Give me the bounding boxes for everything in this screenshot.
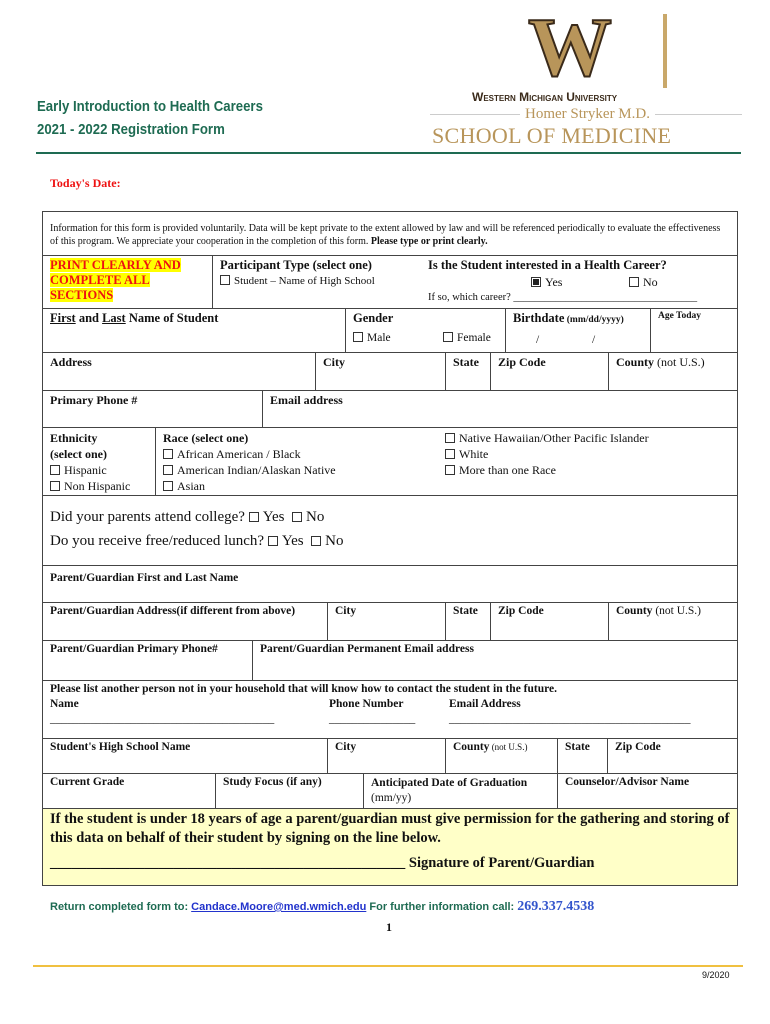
participant-career-cell bbox=[212, 255, 738, 309]
parent-name-field[interactable]: Parent/Guardian First and Last Name bbox=[42, 565, 738, 603]
race-cell bbox=[155, 427, 738, 496]
gender-cell bbox=[345, 308, 506, 353]
checkbox-icon[interactable] bbox=[311, 536, 321, 546]
which-career-field[interactable]: If so, which career? ___________________________________ bbox=[428, 292, 698, 303]
contact-phone-field[interactable]: _______________ bbox=[329, 713, 416, 725]
school-county-field[interactable]: County (not U.S.) bbox=[445, 738, 558, 774]
checkbox-icon[interactable] bbox=[292, 512, 302, 522]
email-field[interactable]: Email address bbox=[262, 390, 738, 428]
contact-email-field[interactable]: __________________________________________ bbox=[449, 713, 691, 725]
checkbox-icon[interactable] bbox=[163, 481, 173, 491]
parent-phone-field[interactable]: Parent/Guardian Primary Phone# bbox=[42, 640, 253, 681]
college-no-option[interactable]: No bbox=[292, 509, 324, 525]
checkbox-icon[interactable] bbox=[268, 536, 278, 546]
revision-date: 9/2020 bbox=[702, 970, 730, 980]
race-option[interactable]: American Indian/Alaskan Native bbox=[163, 462, 730, 478]
checkbox-icon[interactable] bbox=[445, 449, 455, 459]
city-field[interactable]: City bbox=[315, 352, 446, 391]
race-option[interactable]: Native Hawaiian/Other Pacific Islander bbox=[445, 430, 649, 446]
student-name-field[interactable]: First and Last Name of Student bbox=[42, 308, 346, 353]
primary-phone-field[interactable]: Primary Phone # bbox=[42, 390, 263, 428]
checkbox-icon[interactable] bbox=[443, 332, 453, 342]
race-option[interactable]: African American / Black bbox=[163, 446, 730, 462]
address-field[interactable]: Address bbox=[42, 352, 316, 391]
parental-consent-box bbox=[42, 808, 738, 886]
parents-lunch-cell: Did your parents attend college? Yes No Do you receive free/reduced lunch? Yes No bbox=[42, 495, 738, 566]
ethnicity-label: Ethnicity bbox=[50, 431, 98, 445]
page-number: 1 bbox=[386, 920, 392, 934]
checkbox-icon[interactable] bbox=[629, 277, 639, 287]
contact-intro: Please list another person not in your household that will know how to contact the student in the future. bbox=[50, 683, 557, 695]
return-info: Return completed form to: Candace.Moore@med.wmich.edu For further information call: 269.337.4538 bbox=[50, 899, 595, 914]
checkbox-icon[interactable] bbox=[50, 465, 60, 475]
zip-field[interactable]: Zip Code bbox=[490, 352, 609, 391]
gender-label: Gender bbox=[353, 311, 394, 325]
contact-phone: 269.337.4538 bbox=[517, 899, 595, 914]
logo-school: SCHOOL OF MEDICINE bbox=[432, 123, 672, 148]
school-state-field[interactable]: State bbox=[557, 738, 608, 774]
wmu-logo bbox=[430, 1, 742, 150]
emergency-contact-cell bbox=[42, 680, 738, 739]
logo-university: Western Michigan University bbox=[472, 90, 618, 104]
male-option[interactable]: Male bbox=[353, 331, 391, 345]
contact-name-field[interactable]: _______________________________________ bbox=[50, 713, 275, 725]
checkbox-icon[interactable] bbox=[445, 433, 455, 443]
current-grade-field[interactable]: Current Grade bbox=[42, 773, 216, 809]
checkbox-icon[interactable] bbox=[163, 449, 173, 459]
print-clearly-notice: PRINT CLEARLY AND COMPLETE ALL SECTIONS bbox=[42, 255, 213, 309]
ethnicity-select-label: (select one) bbox=[50, 447, 107, 461]
ethnicity-cell bbox=[42, 427, 156, 496]
parent-zip-field[interactable]: Zip Code bbox=[490, 602, 609, 641]
career-yes-option[interactable]: Yes bbox=[531, 275, 562, 289]
form-title: Early Introduction to Health Careers bbox=[37, 98, 263, 115]
college-yes-option[interactable]: Yes bbox=[249, 509, 285, 525]
graduation-date-field[interactable]: Anticipated Date of Graduation (mm/yy) bbox=[363, 773, 558, 809]
checkbox-icon[interactable] bbox=[353, 332, 363, 342]
consent-text: If the student is under 18 years of age a parent/guardian must give permission for the gathering and storing of this data on behalf of their student by signing on the line below. bbox=[50, 811, 730, 846]
race-option[interactable]: Asian bbox=[163, 478, 730, 494]
race-label: Race (select one) bbox=[163, 431, 249, 445]
parent-city-field[interactable]: City bbox=[327, 602, 446, 641]
checkbox-icon[interactable] bbox=[249, 512, 259, 522]
checkbox-icon[interactable] bbox=[445, 465, 455, 475]
race-option[interactable]: White bbox=[445, 446, 649, 462]
career-no-option[interactable]: No bbox=[629, 275, 658, 289]
female-option[interactable]: Female bbox=[443, 331, 491, 345]
student-option[interactable]: Student – Name of High School bbox=[220, 274, 730, 288]
high-school-field[interactable]: Student's High School Name bbox=[42, 738, 328, 774]
logo-sub: Homer Stryker M.D. bbox=[520, 106, 655, 122]
study-focus-field[interactable]: Study Focus (if any) bbox=[215, 773, 364, 809]
lunch-no-option[interactable]: No bbox=[311, 533, 343, 549]
caduceus-icon bbox=[663, 14, 667, 88]
checkbox-checked-icon[interactable] bbox=[531, 277, 541, 287]
signature-line[interactable]: _________________________________________________ Signature of Parent/Guardian bbox=[50, 855, 595, 871]
parent-email-field[interactable]: Parent/Guardian Permanent Email address bbox=[252, 640, 738, 681]
todays-date-label: Today's Date: bbox=[50, 176, 121, 190]
state-field[interactable]: State bbox=[445, 352, 491, 391]
counselor-field[interactable]: Counselor/Advisor Name bbox=[557, 773, 738, 809]
parent-county-field[interactable]: County (not U.S.) bbox=[608, 602, 738, 641]
parent-address-field[interactable]: Parent/Guardian Address(if different from above) bbox=[42, 602, 328, 641]
career-question: Is the Student interested in a Health Career? bbox=[428, 258, 667, 272]
contact-email-link[interactable]: Candace.Moore@med.wmich.edu bbox=[191, 901, 367, 913]
form-subtitle: 2021 - 2022 Registration Form bbox=[37, 121, 225, 138]
footer-divider bbox=[33, 965, 743, 967]
contact-email-label: Email Address bbox=[449, 698, 521, 710]
school-zip-field[interactable]: Zip Code bbox=[607, 738, 738, 774]
header-divider bbox=[36, 152, 741, 154]
age-field[interactable]: Age Today bbox=[650, 308, 738, 353]
county-field[interactable]: County (not U.S.) bbox=[608, 352, 738, 391]
hispanic-option[interactable]: Hispanic bbox=[50, 462, 148, 478]
birthdate-field[interactable]: Birthdate (mm/dd/yyyy) / / bbox=[505, 308, 651, 353]
checkbox-icon[interactable] bbox=[220, 275, 230, 285]
participant-type-label: Participant Type (select one) bbox=[220, 258, 372, 272]
non-hispanic-option[interactable]: Non Hispanic bbox=[50, 478, 148, 494]
contact-phone-label: Phone Number bbox=[329, 698, 404, 710]
race-option[interactable]: More than one Race bbox=[445, 462, 649, 478]
logo-w: W bbox=[528, 1, 612, 94]
checkbox-icon[interactable] bbox=[50, 481, 60, 491]
checkbox-icon[interactable] bbox=[163, 465, 173, 475]
parent-state-field[interactable]: State bbox=[445, 602, 491, 641]
contact-name-label: Name bbox=[50, 698, 79, 710]
school-city-field[interactable]: City bbox=[327, 738, 446, 774]
info-notice: Information for this form is provided voluntarily. Data will be kept private to the extent allowed by law and will be referenced periodically to evaluate the effectiveness of this program. We appreciate your cooperation in the completion of this form. Please type or print clearly. bbox=[42, 211, 738, 256]
lunch-yes-option[interactable]: Yes bbox=[268, 533, 304, 549]
